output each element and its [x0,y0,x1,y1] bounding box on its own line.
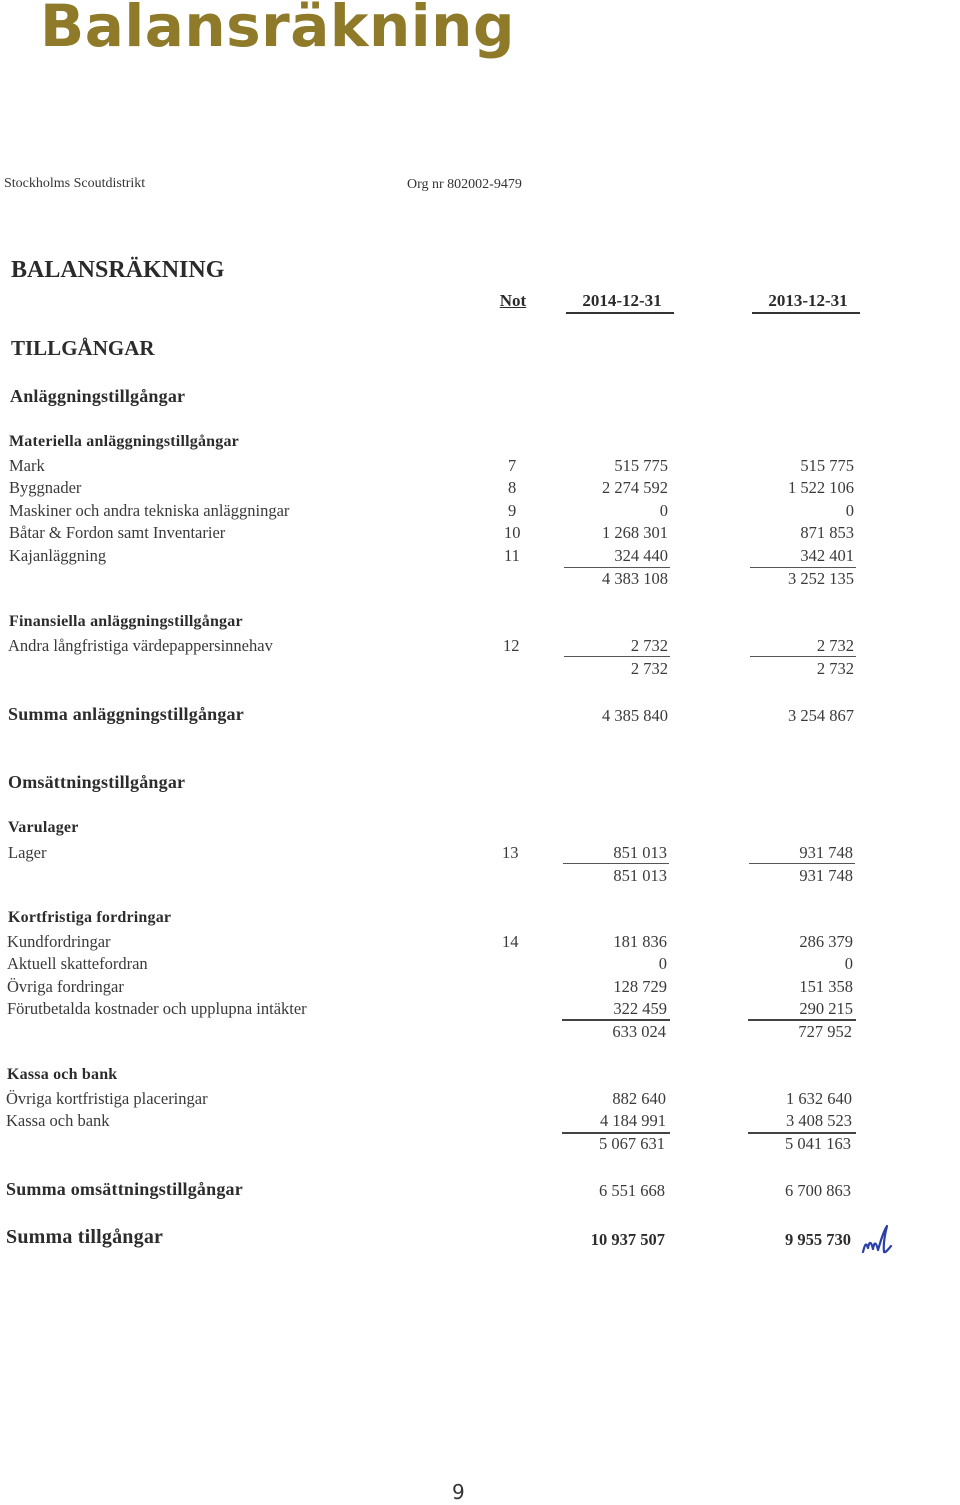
organization-name: Stockholms Scoutdistrikt [4,176,146,191]
subtotal-rule [750,656,856,657]
table-row [0,1111,960,1133]
grand-total-label: Summa tillgångar [6,1226,164,1248]
subtotal-row [0,866,960,888]
row-label: Lager [8,843,47,862]
row-label: Övriga kortfristiga placeringar [6,1089,208,1108]
row-value-2013: 2 732 [816,636,854,655]
row-value-2014: 1 268 301 [602,523,668,542]
subtotal-row [0,569,960,591]
row-value-2014: 851 013 [613,843,667,862]
table-row [0,977,960,999]
heading-cash-and-bank: Kassa och bank [7,1066,118,1083]
row-label: Aktuell skattefordran [7,954,148,973]
grand-total-row [0,1226,960,1248]
row-label: Förutbetalda kostnader och upplupna intäkter [7,999,307,1018]
signature-initials [860,1222,894,1263]
page-number: 9 [452,1480,465,1504]
total-label: Summa anläggningstillgångar [8,704,244,724]
subtotal-value-2013: 5 041 163 [785,1134,851,1153]
heading-fixed-assets: Anläggningstillgångar [10,386,186,406]
row-value-2013: 931 748 [799,843,853,862]
row-label: Kundfordringar [7,932,111,951]
subtotal-rule [563,863,669,864]
subtotal-value-2013: 2 732 [816,659,854,678]
row-value-2014: 324 440 [614,546,668,565]
row-value-2014: 882 640 [612,1089,666,1108]
subtotal-row [0,659,960,681]
subtotal-value-2013: 931 748 [799,866,853,885]
total-row-fixed-assets [0,704,960,726]
row-value-2013: 515 775 [800,456,854,475]
subtotal-rule [750,567,856,568]
row-value-2014: 0 [658,954,667,973]
table-row [0,501,960,523]
subtotal-rule [749,863,855,864]
row-value-2013: 1 632 640 [786,1089,852,1108]
subtotal-value-2014: 633 024 [612,1022,666,1041]
row-label: Byggnader [9,478,82,497]
total-label: Summa omsättningstillgångar [6,1179,243,1199]
heading-inventory: Varulager [8,819,79,836]
row-value-2014: 2 274 592 [602,478,668,497]
subtotal-value-2014: 851 013 [613,866,667,885]
row-value-2013: 151 358 [799,977,853,996]
row-value-2014: 515 775 [614,456,668,475]
page-banner-title: Balansräkning [40,0,515,60]
table-row [0,1089,960,1111]
heading-tangible-assets: Materiella anläggningstillgångar [9,433,239,450]
subtotal-value-2014: 2 732 [630,659,668,678]
column-header-2014-underline [566,312,674,314]
row-label: Maskiner och andra tekniska anläggningar [9,501,290,520]
row-value-2014: 4 184 991 [600,1111,666,1130]
grand-total-value-2014: 10 937 507 [590,1230,665,1249]
subtotal-rule [748,1019,856,1021]
row-note: 9 [508,501,517,520]
table-row [0,843,960,865]
row-note: 14 [502,932,519,951]
row-value-2014: 0 [659,501,668,520]
table-row [0,999,960,1021]
table-row [0,478,960,500]
column-header-2013: 2013-12-31 [768,291,848,310]
row-value-2014: 322 459 [613,999,667,1018]
table-row [0,456,960,478]
row-label: Övriga fordringar [7,977,124,996]
subtotal-value-2014: 5 067 631 [599,1134,665,1153]
row-note: 10 [504,523,521,542]
row-value-2013: 290 215 [799,999,853,1018]
subtotal-rule [562,1019,670,1021]
row-note: 8 [508,478,517,497]
organization-number: Org nr 802002-9479 [407,177,522,192]
column-header-2013-underline [752,312,860,314]
row-label: Båtar & Fordon samt Inventarier [9,523,226,542]
subtotal-rule [564,567,670,568]
row-note: 13 [502,843,519,862]
subtotal-row [0,1022,960,1044]
row-value-2014: 181 836 [613,932,667,951]
subtotal-value-2013: 3 252 135 [788,569,854,588]
subtotal-value-2014: 4 383 108 [602,569,668,588]
total-value-2014: 6 551 668 [599,1181,665,1200]
heading-receivables: Kortfristiga fordringar [8,909,172,926]
table-row [0,636,960,658]
table-row [0,932,960,954]
total-value-2014: 4 385 840 [602,706,668,725]
table-row [0,954,960,976]
row-value-2014: 128 729 [613,977,667,996]
table-row [0,523,960,545]
row-note: 12 [503,636,520,655]
row-value-2013: 342 401 [800,546,854,565]
column-header-2014: 2014-12-31 [582,291,662,310]
row-label: Andra långfristiga värdepappersinnehav [8,636,273,655]
row-value-2013: 0 [844,954,853,973]
row-value-2014: 2 732 [630,636,668,655]
row-value-2013: 0 [845,501,854,520]
heading-current-assets: Omsättningstillgångar [8,772,186,792]
total-value-2013: 3 254 867 [788,706,854,725]
heading-financial-assets: Finansiella anläggningstillgångar [9,613,243,630]
total-value-2013: 6 700 863 [785,1181,851,1200]
row-note: 7 [508,456,517,475]
total-row-current-assets [0,1179,960,1201]
row-value-2013: 286 379 [799,932,853,951]
row-value-2013: 1 522 106 [788,478,854,497]
row-label: Mark [9,456,45,475]
subtotal-value-2013: 727 952 [798,1022,852,1041]
row-label: Kajanläggning [9,546,107,565]
subtotal-row [0,1134,960,1156]
row-value-2013: 871 853 [800,523,854,542]
row-note: 11 [504,546,520,565]
grand-total-value-2013: 9 955 730 [785,1230,851,1249]
column-header-note: Not [499,291,527,310]
section-heading-assets: TILLGÅNGAR [11,336,155,360]
row-value-2013: 3 408 523 [786,1111,852,1130]
subtotal-rule [564,656,670,657]
document-title: BALANSRÄKNING [11,257,225,283]
row-label: Kassa och bank [6,1111,110,1130]
table-row [0,546,960,568]
